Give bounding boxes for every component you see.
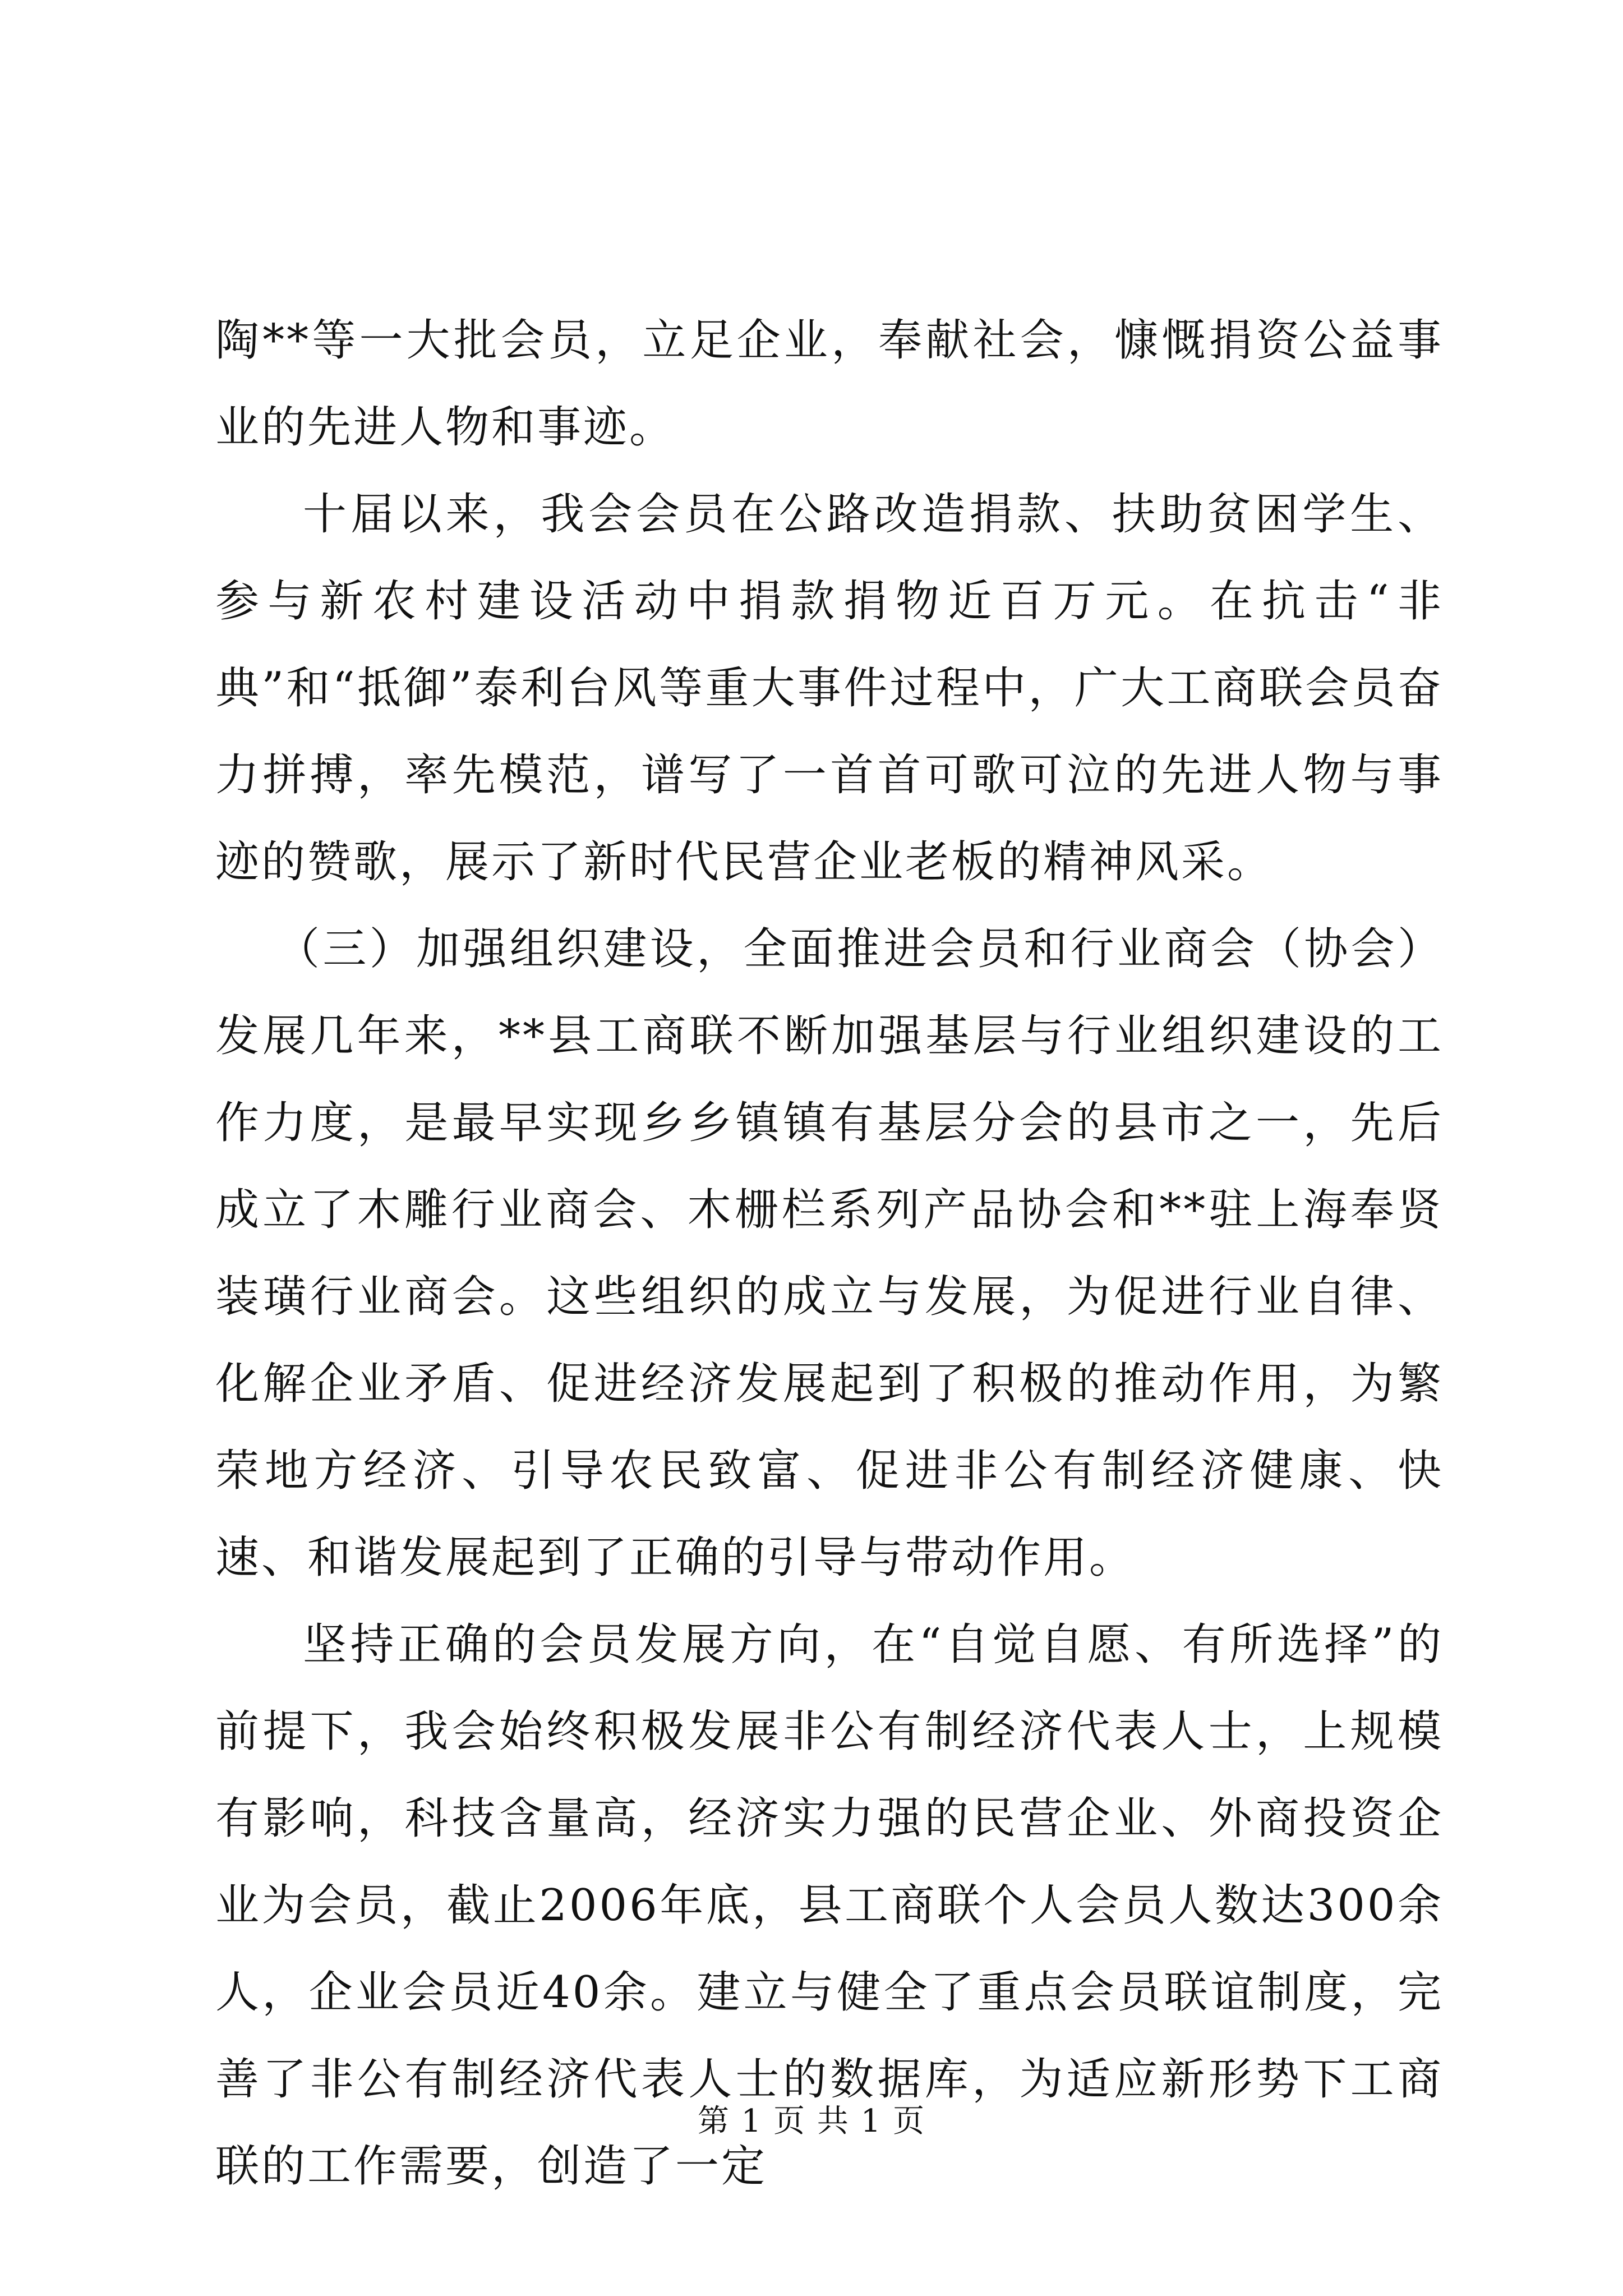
document-body xyxy=(215,297,1444,2210)
paragraph-member-development: 坚持正确的会员发展方向，在“自觉自愿、有所选择”的前提下，我会始终积极发展非公有制经济代表人士，上规模有影响，科技含量高，经济实力强的民营企业、外商投资企业为会员，截止2006年底，县工商联个人会员人数达300余人，企业会员近40余。建立与健全了重点会员联谊制度，完善了非公有制经济代表人士的数据库，为适应新形势下工商联的工作需要，创造了一定 xyxy=(215,1619,1444,2192)
paragraph-donations: 十届以来，我会会员在公路改造捐款、扶助贫困学生、参与新农村建设活动中捐款捐物近百万元。在抗击“非典”和“抵御”泰利台风等重大事件过程中，广大工商联会员奋力拼搏，率先模范，谱写了一首首可歌可泣的先进人物与事迹的赞歌，展示了新时代民营企业老板的精神风采。 xyxy=(215,489,1444,887)
paragraph-continuation: 陶**等一大批会员，立足企业，奉献社会，慷慨捐资公益事业的先进人物和事迹。 xyxy=(215,315,1444,453)
page-footer: 第 1 页 共 1 页 xyxy=(697,2103,926,2139)
paragraph-organization-building: （三）加强组织建设，全面推进会员和行业商会（协会）发展几年来，**县工商联不断加强基层与行业组织建设的工作力度，是最早实现乡乡镇镇有基层分会的县市之一，先后成立了木雕行业商会、木栅栏系列产品协会和**驻上海奉贤装璜行业商会。这些组织的成立与发展，为促进行业自律、化解企业矛盾、促进经济发展起到了积极的推动作用，为繁荣地方经济、引导农民致富、促进非公有制经济健康、快速、和谐发展起到了正确的引导与带动作用。 xyxy=(215,924,1444,1583)
